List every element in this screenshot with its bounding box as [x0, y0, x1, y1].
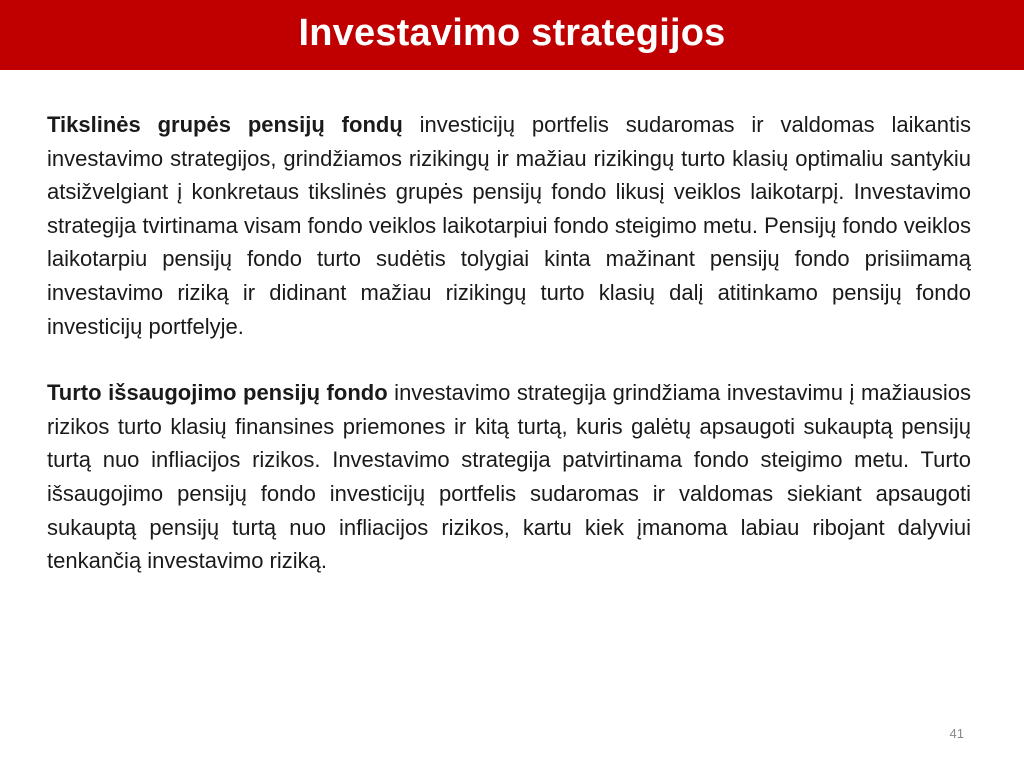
paragraph-body: investavimo strategija grindžiama investavimu į mažiausios rizikos turto klasių finansines priemones ir kitą turtą, kuris galėtų apsaugoti sukauptą pensijų turtą nuo infliacijos rizikos. Investavimo strategija patvirtinama fondo steigimo metu. Turto išsaugojimo pensijų fondo investicijų portfelis sudaromas ir valdomas siekiant apsaugoti sukauptą pensijų turtą nuo infliacijos rizikos, kartu kiek įmanoma labiau ribojant dalyviui tenkančią investavimo riziką. [47, 380, 971, 574]
paragraph-asset-preservation-fund [47, 376, 971, 578]
paragraph-lead: Tikslinės grupės pensijų fondų [47, 112, 403, 137]
paragraph-body: investicijų portfelis sudaromas ir valdomas laikantis investavimo strategijos, grindžiamos rizikingų ir mažiau rizikingų turto klasių optimaliu santykiu atsižvelgiant į konkretaus tikslinės grupės pensijų fondo likusį veiklos laikotarpį. Investavimo strategija tvirtinama visam fondo veiklos laikotarpiui fondo steigimo metu. Pensijų fondo veiklos laikotarpiu pensijų fondo turto sudėtis tolygiai kinta mažinant pensijų fondo prisiimamą investavimo riziką ir didinant mažiau rizikingų turto klasių dalį atitinkamo pensijų fondo investicijų portfelyje. [47, 112, 971, 339]
slide-content [47, 108, 971, 578]
paragraph-target-group-funds [47, 108, 971, 343]
paragraph-lead: Turto išsaugojimo pensijų fondo [47, 380, 388, 406]
slide-title: Investavimo strategijos [298, 12, 726, 54]
page-number: 41 [949, 726, 964, 741]
title-bar [0, 0, 1024, 70]
